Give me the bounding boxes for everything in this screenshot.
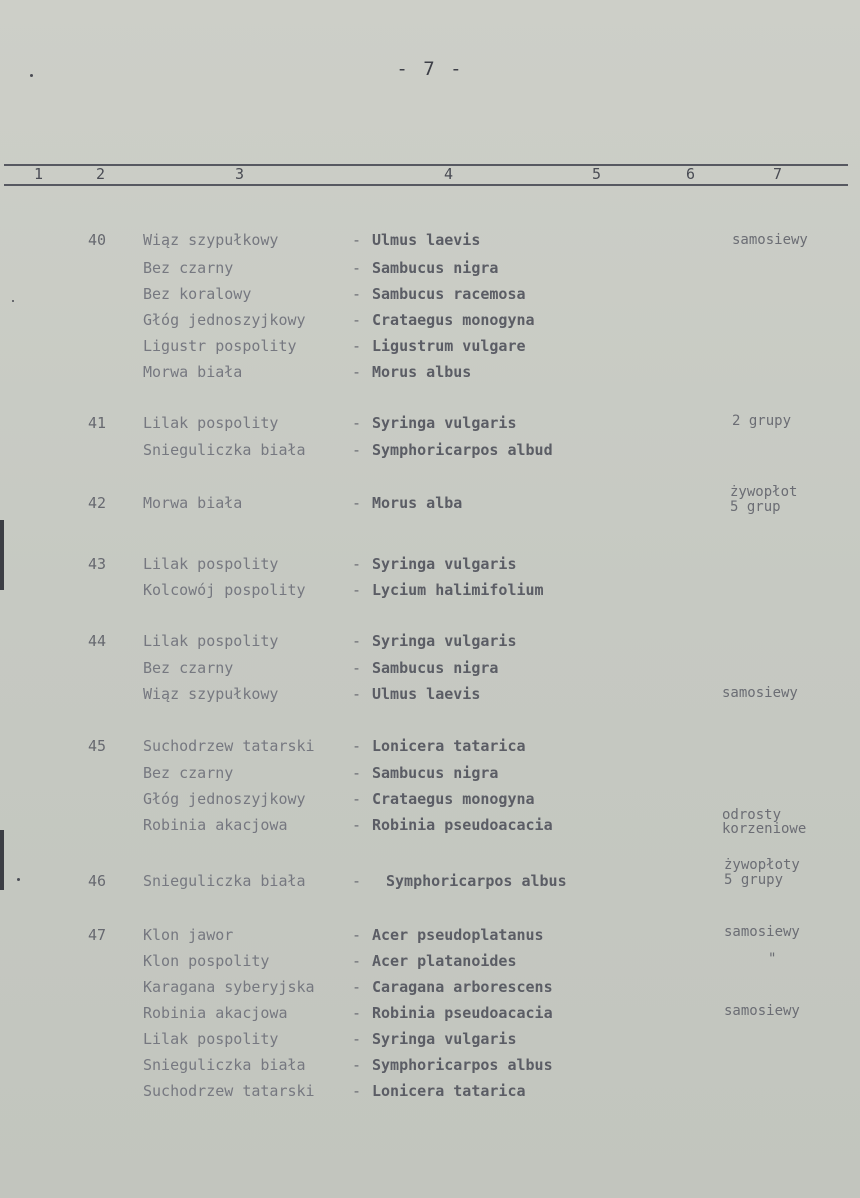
dash: - <box>352 311 362 329</box>
dash: - <box>352 737 362 755</box>
remark: samosiewy <box>724 924 800 940</box>
polish-name: Snieguliczka biała <box>143 872 306 890</box>
polish-name: Klon jawor <box>143 926 234 944</box>
row-number: 40 <box>88 231 107 249</box>
latin-name: Lonicera tatarica <box>372 1082 526 1100</box>
dash: - <box>352 337 362 355</box>
latin-name: Syringa vulgaris <box>372 555 517 573</box>
dash: - <box>352 685 362 703</box>
dash: - <box>352 816 362 834</box>
polish-name: Robinia akacjowa <box>143 816 288 834</box>
dash: - <box>352 872 362 890</box>
latin-name: Sambucus racemosa <box>372 285 526 303</box>
column-header: 1 <box>34 165 44 183</box>
dash: - <box>352 441 362 459</box>
latin-name: Sambucus nigra <box>372 764 499 782</box>
speck <box>17 878 20 881</box>
polish-name: Lilak pospolity <box>143 632 279 650</box>
speck <box>12 300 14 302</box>
remark: samosiewy <box>722 685 798 701</box>
dash: - <box>352 555 362 573</box>
dash: - <box>352 1030 362 1048</box>
dash: - <box>352 363 362 381</box>
row-number: 42 <box>88 494 107 512</box>
polish-name: Lilak pospolity <box>143 414 279 432</box>
column-header: 6 <box>686 165 696 183</box>
remark: 2 grupy <box>732 413 792 429</box>
polish-name: Suchodrzew tatarski <box>143 1082 315 1100</box>
latin-name: Crataegus monogyna <box>372 311 535 329</box>
dash: - <box>352 926 362 944</box>
latin-name: Ligustrum vulgare <box>372 337 526 355</box>
polish-name: Bez czarny <box>143 659 234 677</box>
polish-name: Bez czarny <box>143 764 234 782</box>
polish-name: Snieguliczka biała <box>143 1056 306 1074</box>
row-number: 45 <box>88 737 107 755</box>
polish-name: Bez koralowy <box>143 285 252 303</box>
polish-name: Wiąz szypułkowy <box>143 685 279 703</box>
remark: 5 grup <box>730 499 781 515</box>
header-rule-bottom <box>4 184 848 186</box>
remark: samosiewy <box>724 1003 800 1019</box>
polish-name: Klon pospolity <box>143 952 270 970</box>
remark: korzeniowe <box>722 821 807 837</box>
latin-name: Symphoricarpos albud <box>372 441 553 459</box>
dash: - <box>352 952 362 970</box>
column-header: 7 <box>773 165 783 183</box>
column-header: 5 <box>592 165 602 183</box>
row-number: 46 <box>88 872 107 890</box>
polish-name: Głóg jednoszyjkowy <box>143 790 306 808</box>
latin-name: Sambucus nigra <box>372 259 499 277</box>
latin-name: Syringa vulgaris <box>372 1030 517 1048</box>
polish-name: Lilak pospolity <box>143 1030 279 1048</box>
polish-name: Kolcowój pospolity <box>143 581 306 599</box>
polish-name: Głóg jednoszyjkowy <box>143 311 306 329</box>
dash: - <box>352 414 362 432</box>
column-header: 4 <box>444 165 454 183</box>
latin-name: Acer platanoides <box>372 952 517 970</box>
polish-name: Ligustr pospolity <box>143 337 297 355</box>
latin-name: Caragana arborescens <box>372 978 553 996</box>
latin-name: Ulmus laevis <box>372 231 481 249</box>
latin-name: Lycium halimifolium <box>372 581 544 599</box>
polish-name: Lilak pospolity <box>143 555 279 573</box>
remark: 5 grupy <box>724 872 784 888</box>
polish-name: Robinia akacjowa <box>143 1004 288 1022</box>
latin-name: Morus albus <box>372 363 472 381</box>
latin-name: Syringa vulgaris <box>372 414 517 432</box>
dash: - <box>352 231 362 249</box>
latin-name: Robinia pseudoacacia <box>372 816 553 834</box>
latin-name: Crataegus monogyna <box>372 790 535 808</box>
row-number: 41 <box>88 414 107 432</box>
column-header: 2 <box>96 165 106 183</box>
polish-name: Suchodrzew tatarski <box>143 737 315 755</box>
dash: - <box>352 494 362 512</box>
dash: - <box>352 659 362 677</box>
dash: - <box>352 259 362 277</box>
dash: - <box>352 1004 362 1022</box>
dash: - <box>352 632 362 650</box>
latin-name: Ulmus laevis <box>372 685 481 703</box>
latin-name: Lonicera tatarica <box>372 737 526 755</box>
dash: - <box>352 1056 362 1074</box>
ditto-mark: " <box>768 951 777 967</box>
latin-name: Syringa vulgaris <box>372 632 517 650</box>
latin-name: Symphoricarpos albus <box>386 872 567 890</box>
remark: odrosty <box>722 807 782 823</box>
polish-name: Morwa biała <box>143 363 243 381</box>
polish-name: Bez czarny <box>143 259 234 277</box>
polish-name: Snieguliczka biała <box>143 441 306 459</box>
polish-name: Morwa biała <box>143 494 243 512</box>
dash: - <box>352 978 362 996</box>
latin-name: Morus alba <box>372 494 463 512</box>
row-number: 47 <box>88 926 107 944</box>
scan-edge <box>0 830 4 890</box>
remark: żywopłoty <box>724 857 800 873</box>
dash: - <box>352 1082 362 1100</box>
page-number: - 7 - <box>396 58 464 80</box>
polish-name: Karagana syberyjska <box>143 978 315 996</box>
latin-name: Acer pseudoplatanus <box>372 926 544 944</box>
dash: - <box>352 764 362 782</box>
scan-edge <box>0 520 4 590</box>
latin-name: Robinia pseudoacacia <box>372 1004 553 1022</box>
polish-name: Wiąz szypułkowy <box>143 231 279 249</box>
remark: samosiewy <box>732 232 808 248</box>
row-number: 43 <box>88 555 107 573</box>
column-header: 3 <box>235 165 245 183</box>
dash: - <box>352 581 362 599</box>
latin-name: Symphoricarpos albus <box>372 1056 553 1074</box>
dash: - <box>352 790 362 808</box>
latin-name: Sambucus nigra <box>372 659 499 677</box>
row-number: 44 <box>88 632 107 650</box>
header-rule-top <box>4 164 848 166</box>
remark: żywopłot <box>730 484 798 500</box>
dash: - <box>352 285 362 303</box>
